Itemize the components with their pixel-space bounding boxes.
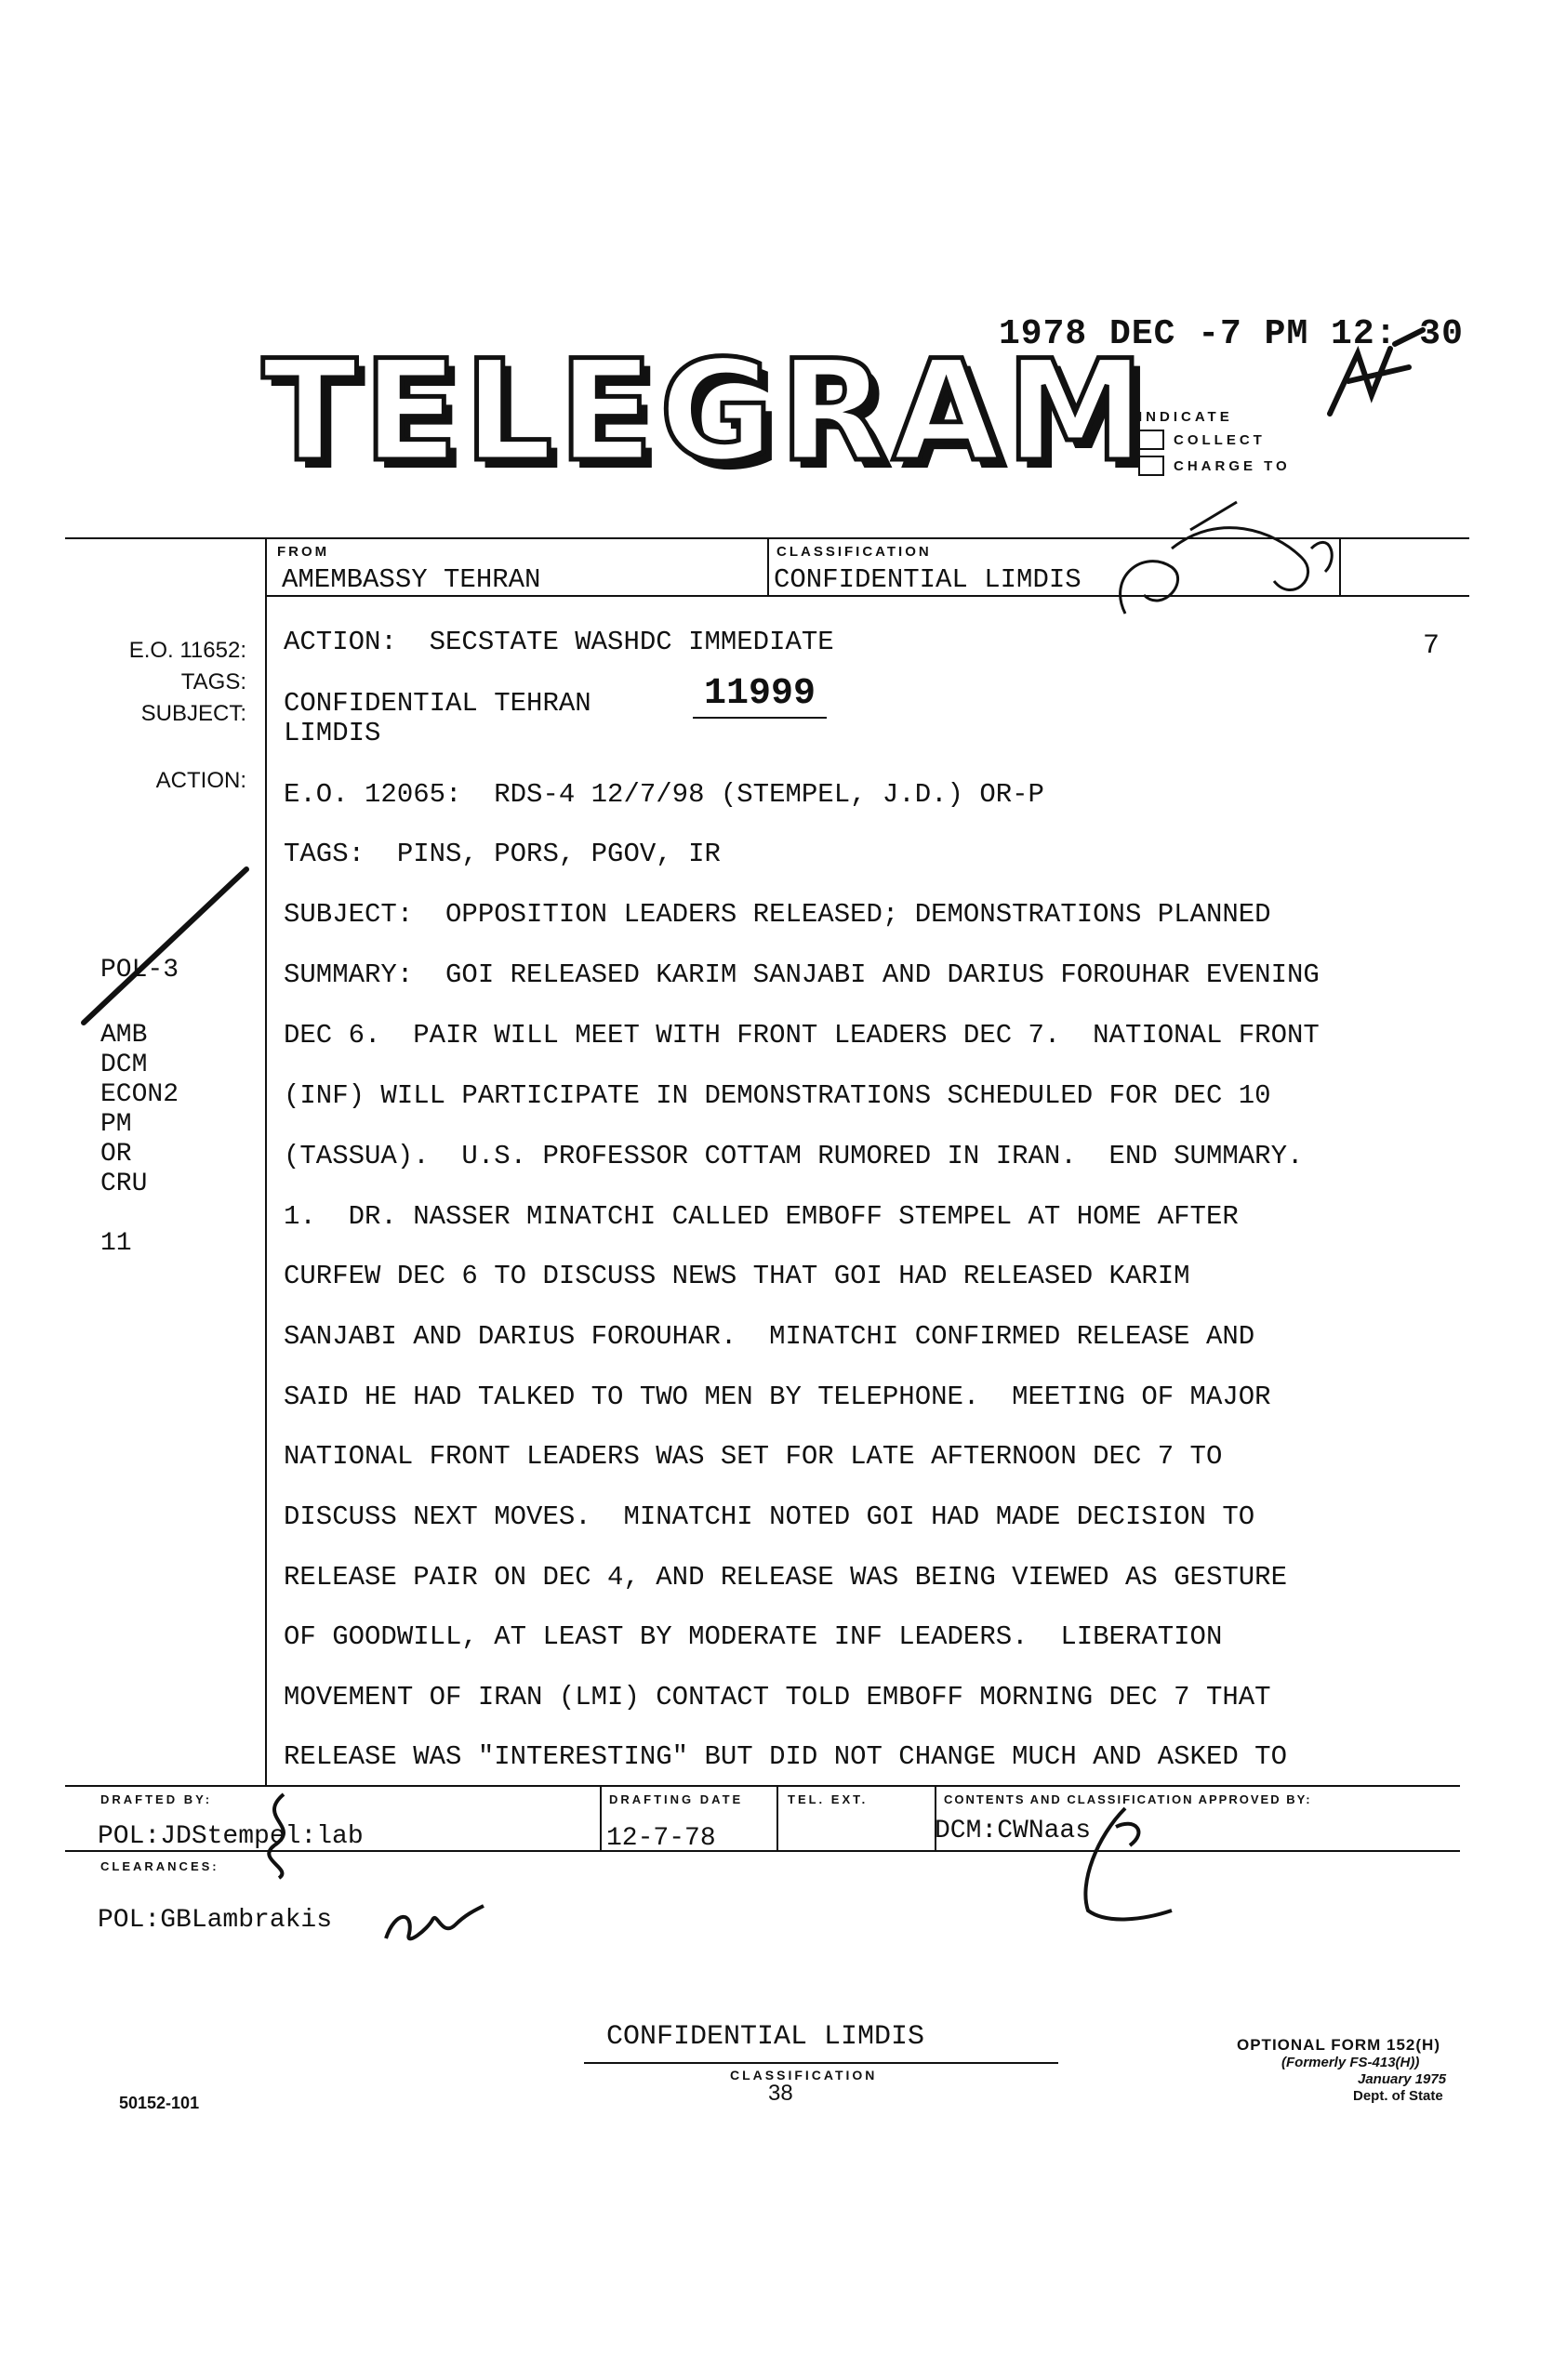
clearances-value: POL:GBLambrakis xyxy=(98,1906,333,1935)
charge-to-option[interactable] xyxy=(1138,456,1291,476)
action-line: ACTION: SECSTATE WASHDC IMMEDIATE xyxy=(284,627,834,657)
body-line: (TASSUA). U.S. PROFESSOR COTTAM RUMORED IN IRAN. END SUMMARY. xyxy=(284,1141,1304,1171)
body-line: SUMMARY: GOI RELEASED KARIM SANJABI AND DARIUS FOROUHAR EVENING xyxy=(284,959,1320,990)
initials-mark-icon xyxy=(1320,325,1432,428)
classification-label: CLASSIFICATION xyxy=(776,544,932,560)
eo-label: E.O. 11652: xyxy=(128,638,246,663)
bottom-classification-label: CLASSIFICATION xyxy=(730,2068,878,2082)
footer-top-rule xyxy=(65,1785,1460,1787)
bottom-classification-rule xyxy=(584,2062,1058,2064)
routing-pol: POL-3 xyxy=(100,956,179,985)
form-info-line: Dept. of State xyxy=(1353,2088,1443,2104)
form-info-line: January 1975 xyxy=(1358,2071,1447,2087)
form-code: 50152-101 xyxy=(119,2094,200,2112)
body-line: RELEASE PAIR ON DEC 4, AND RELEASE WAS BEING VIEWED AS GESTURE xyxy=(284,1562,1287,1593)
body-line: 1. DR. NASSER MINATCHI CALLED EMBOFF STEMPEL AT HOME AFTER xyxy=(284,1201,1239,1232)
message-number: 11999 xyxy=(693,673,827,719)
page-number: 38 xyxy=(768,2081,793,2106)
body-line: SAID HE HAD TALKED TO TWO MEN BY TELEPHONE. MEETING OF MAJOR xyxy=(284,1382,1271,1412)
drafting-date-label: DRAFTING DATE xyxy=(609,1792,744,1806)
approved-by-value: DCM:CWNaas xyxy=(935,1817,1092,1845)
approved-by-label: CONTENTS AND CLASSIFICATION APPROVED BY: xyxy=(944,1792,1312,1806)
telegram-title: TELEGRAM xyxy=(262,331,1150,493)
limdis-line: LIMDIS xyxy=(284,718,381,748)
body-line: CURFEW DEC 6 TO DISCUSS NEWS THAT GOI HAD RELEASED KARIM xyxy=(284,1261,1190,1291)
handwritten-scribble-icon xyxy=(1088,493,1367,623)
indicate-label: INDICATE xyxy=(1138,409,1233,425)
footer-divider-1 xyxy=(600,1785,602,1850)
routing-or: OR xyxy=(100,1140,132,1169)
collect-label: COLLECT xyxy=(1174,431,1266,448)
confidential-prefix: CONFIDENTIAL TEHRAN xyxy=(284,688,591,719)
collect-checkbox[interactable] xyxy=(1138,430,1164,450)
received-timestamp: 1978 DEC -7 PM 12: 30 xyxy=(999,314,1464,354)
routing-econ2: ECON2 xyxy=(100,1080,179,1109)
routing-count: 11 xyxy=(100,1229,132,1258)
charge-to-checkbox[interactable] xyxy=(1138,456,1164,476)
collect-option[interactable] xyxy=(1138,430,1266,450)
body-line: E.O. 12065: RDS-4 12/7/98 (STEMPEL, J.D.) OR-P xyxy=(284,779,1044,810)
drafted-by-value: POL:JDStempel:lab xyxy=(98,1822,364,1851)
clearance-signature-icon xyxy=(377,1892,488,1948)
body-line: (INF) WILL PARTICIPATE IN DEMONSTRATIONS SCHEDULED FOR DEC 10 xyxy=(284,1080,1271,1111)
action-label: ACTION: xyxy=(155,768,246,793)
routing-cru: CRU xyxy=(100,1170,148,1198)
approver-signature-icon xyxy=(1060,1799,1181,1929)
clearances-label: CLEARANCES: xyxy=(100,1859,219,1873)
routing-slash-icon xyxy=(70,865,256,1032)
footer-divider-2 xyxy=(776,1785,778,1850)
body-line: DEC 6. PAIR WILL MEET WITH FRONT LEADERS DEC 7. NATIONAL FRONT xyxy=(284,1020,1320,1051)
body-line: DISCUSS NEXT MOVES. MINATCHI NOTED GOI HAD MADE DECISION TO xyxy=(284,1501,1255,1532)
left-margin-rule xyxy=(265,539,267,1785)
classification-value: CONFIDENTIAL LIMDIS xyxy=(774,564,1082,595)
subject-label: SUBJECT: xyxy=(140,701,246,726)
routing-amb: AMB xyxy=(100,1021,148,1050)
drafting-date-value: 12-7-78 xyxy=(606,1824,716,1853)
bottom-classification-value: CONFIDENTIAL LIMDIS xyxy=(606,2021,925,2053)
tags-label: TAGS: xyxy=(180,669,246,694)
tel-ext-label: TEL. EXT. xyxy=(788,1792,869,1806)
routing-pm: PM xyxy=(100,1110,132,1139)
body-line: MOVEMENT OF IRAN (LMI) CONTACT TOLD EMBOFF MORNING DEC 7 THAT xyxy=(284,1682,1271,1712)
drafter-signature-icon xyxy=(246,1790,321,1883)
routing-dcm: DCM xyxy=(100,1051,148,1079)
from-label: FROM xyxy=(277,544,330,560)
corner-mark: 7 xyxy=(1423,630,1440,662)
body-line: SANJABI AND DARIUS FOROUHAR. MINATCHI CONFIRMED RELEASE AND xyxy=(284,1321,1255,1352)
body-line: TAGS: PINS, PORS, PGOV, IR xyxy=(284,839,721,869)
charge-to-label: CHARGE TO xyxy=(1174,457,1291,474)
from-value: AMEMBASSY TEHRAN xyxy=(282,564,541,595)
from-class-divider xyxy=(767,537,769,595)
form-info-line: OPTIONAL FORM 152(H) xyxy=(1237,2036,1440,2054)
body-line: NATIONAL FRONT LEADERS WAS SET FOR LATE AFTERNOON DEC 7 TO xyxy=(284,1441,1223,1472)
body-line: RELEASE WAS "INTERESTING" BUT DID NOT CHANGE MUCH AND ASKED TO xyxy=(284,1741,1287,1772)
body-line: SUBJECT: OPPOSITION LEADERS RELEASED; DEMONSTRATIONS PLANNED xyxy=(284,899,1271,930)
drafted-by-label: DRAFTED BY: xyxy=(100,1792,213,1806)
body-line: OF GOODWILL, AT LEAST BY MODERATE INF LEADERS. LIBERATION xyxy=(284,1621,1223,1652)
form-info-line: (Formerly FS-413(H)) xyxy=(1281,2055,1420,2070)
